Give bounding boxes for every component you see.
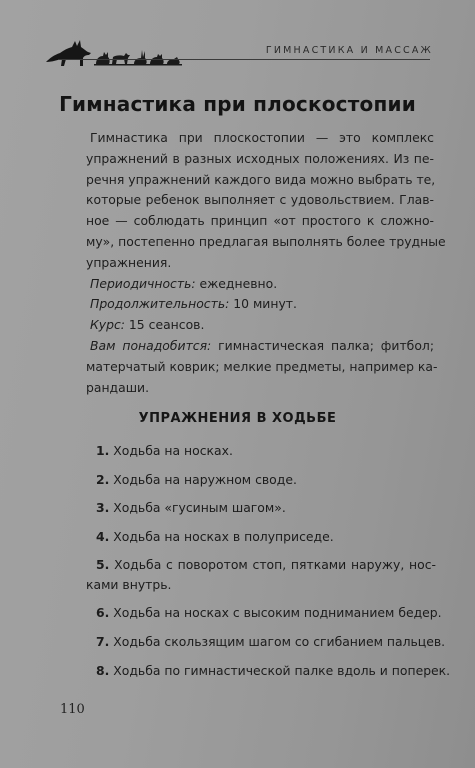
exercise-item <box>86 470 436 490</box>
exercise-item <box>86 661 451 681</box>
exercise-number: 7. <box>96 634 110 649</box>
needs-value: гимнастическая палка; фитбол; <box>211 337 434 353</box>
text-line: упражнения. <box>86 254 172 270</box>
exercise-text: Ходьба «гусиным шагом». <box>113 500 286 515</box>
equipment <box>86 336 438 398</box>
text-line <box>86 661 451 681</box>
text-line <box>86 441 436 461</box>
exercise-number: 4. <box>96 529 110 544</box>
exercise-text: Ходьба скользящим шагом со сгибанием пальцев. <box>113 634 446 649</box>
exercise-text: Ходьба на носках. <box>113 443 233 458</box>
text-line <box>86 527 436 547</box>
text-line: упражнений в разных исходных положениях. Из пе- <box>86 150 434 166</box>
section-subtitle: УПРАЖНЕНИЯ В ХОДЬБЕ <box>138 411 337 426</box>
exercise-item <box>86 555 436 595</box>
text-line: рандаши. <box>86 379 150 395</box>
text-line <box>86 603 442 623</box>
fox-silhouette <box>46 40 91 66</box>
course-label: Курс: <box>90 317 125 333</box>
section-title: Гимнастика при плоскостопии <box>59 92 416 116</box>
text-line: которые ребенок выполняет с удовольствием. Глав- <box>86 192 434 208</box>
text-line <box>86 336 434 357</box>
exercise-number: 6. <box>96 605 110 620</box>
text-line <box>86 632 446 652</box>
periodicity-value: ежедневно. <box>195 275 278 291</box>
exercise-number: 3. <box>96 500 110 515</box>
ground-line <box>94 64 182 66</box>
hare-silhouette <box>134 50 147 64</box>
intro-paragraph <box>86 128 446 274</box>
page-number: 110 <box>60 702 85 717</box>
exercise-number: 5. <box>96 557 110 572</box>
exercise-number: 1. <box>96 443 110 458</box>
text-line <box>86 555 436 575</box>
cat-silhouette-1 <box>96 52 110 64</box>
exercise-number: 2. <box>96 472 110 487</box>
needs-label: Вам понадобится: <box>90 337 212 353</box>
exercise-text: Ходьба на носках в полуприседе. <box>113 529 334 544</box>
animal-silhouettes-logo <box>44 28 184 70</box>
duration <box>86 294 434 315</box>
exercise-item <box>86 527 436 547</box>
exercise-text: Ходьба с поворотом стоп, пятками наружу, нос- <box>114 557 436 572</box>
periodicity-label: Периодичность: <box>90 275 196 291</box>
exercise-item <box>86 498 436 518</box>
periodicity <box>86 274 434 295</box>
exercise-number: 8. <box>96 663 110 678</box>
text-line <box>86 470 436 490</box>
course-value: 15 сеансов. <box>124 317 205 333</box>
text-line: ное — соблюдать принцип «от простого к сложно- <box>86 213 434 229</box>
text-line <box>86 498 436 518</box>
article-body <box>86 128 446 398</box>
exercise-item <box>86 441 436 461</box>
exercise-item <box>86 632 446 652</box>
text-line: матерчатый коврик; мелкие предметы, например ка- <box>86 358 438 374</box>
text-line: му», постепенно предлагая выполнять более трудные <box>86 233 446 249</box>
duration-value: 10 минут. <box>229 296 297 312</box>
header-rule <box>58 59 430 60</box>
duration-label: Продолжительность: <box>90 296 230 312</box>
exercise-text: Ходьба на носках с высоким подниманием бедер. <box>113 605 442 620</box>
exercise-item <box>86 603 442 623</box>
text-line: Гимнастика при плоскостопии — это комплекс <box>90 130 434 145</box>
exercise-text: Ходьба на наружном своде. <box>113 472 297 487</box>
course <box>86 315 434 336</box>
exercise-text: Ходьба по гимнастической палке вдоль и поперек. <box>113 663 451 678</box>
running-title: ГИМНАСТИКА И МАССАЖ <box>265 45 433 56</box>
text-line: ками внутрь. <box>86 577 172 592</box>
text-line: речня упражнений каждого вида можно выбрать те, <box>86 171 436 187</box>
